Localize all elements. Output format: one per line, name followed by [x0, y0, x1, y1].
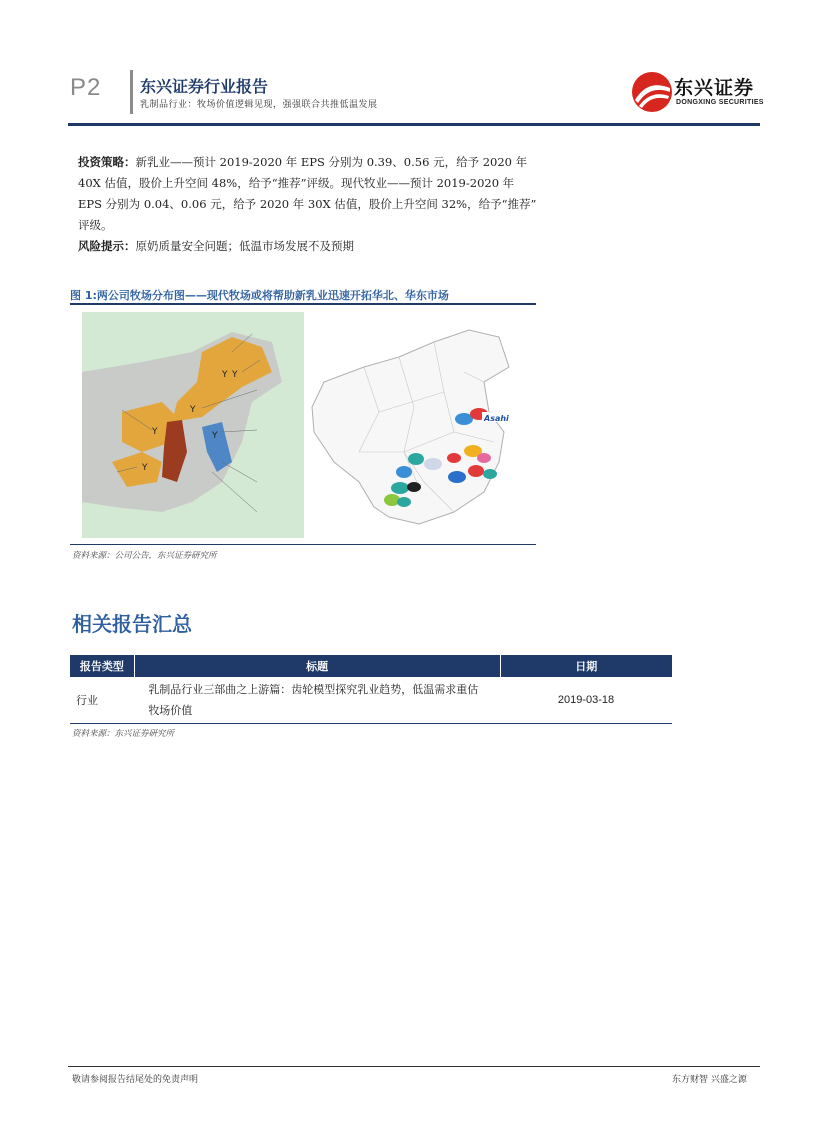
footer-slogan: 东方财智 兴盛之源: [672, 1075, 747, 1085]
cell-title-line-1: 乳制品行业三部曲之上游篇：齿轮模型探究乳业趋势，低温需求重估: [148, 683, 479, 696]
report-title: 东兴证券行业报告: [140, 77, 269, 96]
svg-text:Y: Y: [142, 463, 148, 473]
risk-text: 原奶质量安全问题；低温市场发展不及预期: [135, 239, 354, 253]
svg-text:Y: Y: [222, 370, 228, 380]
svg-text:Y: Y: [212, 431, 218, 441]
header-rule: [68, 123, 760, 126]
svg-text:Y: Y: [152, 427, 158, 437]
cell-type: 行业: [70, 677, 134, 724]
svg-text:Y: Y: [232, 370, 238, 380]
strategy-line-1: 新乳业——预计 2019-2020 年 EPS 分别为 0.39、0.56 元，给予 2020 年: [135, 155, 528, 169]
table-header-row: [70, 655, 672, 677]
china-brand-map-image: [304, 312, 534, 538]
report-subtitle: 乳制品行业：牧场价值逻辑见现，强强联合共推低温发展: [140, 100, 378, 110]
column-header-title: 标题: [134, 655, 500, 677]
risk-label: 风险提示：: [78, 239, 136, 253]
china-map-graphic: [304, 312, 534, 538]
cell-title: [134, 677, 500, 724]
dongxing-logo-icon: [630, 70, 674, 114]
column-header-date: 日期: [500, 655, 672, 677]
page-number: P2: [70, 74, 102, 101]
strategy-label: 投资策略：: [78, 155, 136, 169]
header-divider: [130, 70, 133, 114]
figure-title: 图 1:两公司牧场分布图——现代牧场或将帮助新乳业迅速开拓华北、华东市场: [70, 289, 449, 302]
figure-source: 资料来源：公司公告，东兴证券研究所: [72, 551, 217, 561]
farm-map-image: [82, 312, 304, 538]
footer-disclaimer: 敬请参阅报告结尾处的免责声明: [72, 1075, 199, 1085]
cell-title-line-2: 牧场价值: [148, 704, 193, 717]
cell-date: 2019-03-18: [500, 677, 672, 724]
logo-subtext: DONGXING SECURITIES: [676, 99, 764, 106]
strategy-line-3: EPS 分别为 0.04、0.06 元，给予 2020 年 30X 估值，股价上升空间 32%，给予“推荐”: [78, 197, 537, 211]
strategy-line-2: 40X 估值，股价上升空间 48%，给予“推荐”评级。现代牧业——预计 2019-2020 年: [78, 176, 515, 190]
related-reports-table: [70, 655, 672, 724]
svg-text:Y: Y: [190, 405, 196, 415]
column-header-type: 报告类型: [70, 655, 134, 677]
table-source: 资料来源：东兴证券研究所: [72, 729, 175, 739]
logo-text: 东兴证券: [674, 77, 755, 99]
figure-top-rule: [70, 303, 536, 305]
risk-warning: [78, 236, 538, 257]
strategy-line-4: 评级。: [78, 218, 113, 232]
section-heading: 相关报告汇总: [72, 612, 192, 636]
figure-bottom-rule: [70, 544, 536, 545]
svg-text:Asahi: Asahi: [484, 414, 509, 423]
footer-rule: [68, 1066, 760, 1067]
table-row: [70, 677, 672, 724]
investment-strategy: [78, 152, 538, 236]
farm-map-graphic: [82, 312, 304, 538]
